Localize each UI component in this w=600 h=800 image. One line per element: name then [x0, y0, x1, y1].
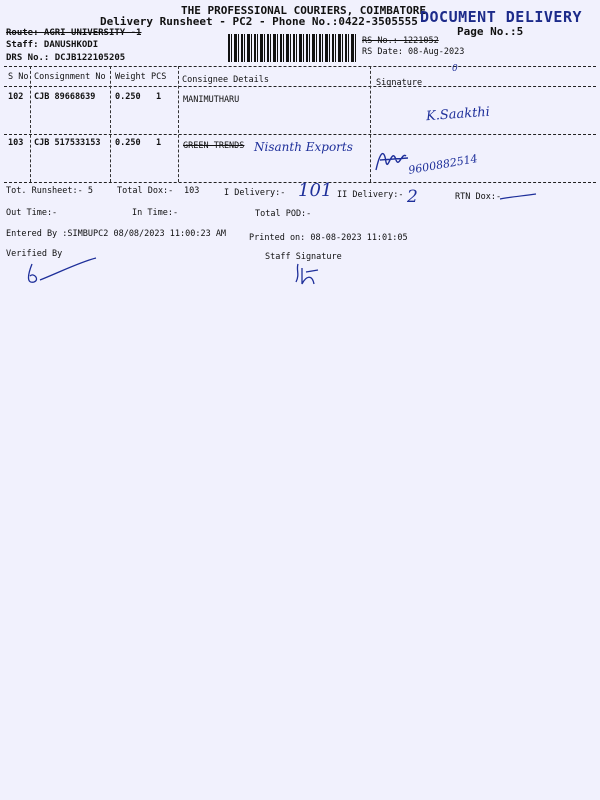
total-pod-label: Total POD:- — [255, 209, 312, 219]
col-header-consignee: Consignee Details — [182, 75, 269, 85]
in-time-label: In Time:- — [132, 208, 179, 218]
col-divider — [110, 66, 111, 182]
handwritten-signature: K.Saakthi — [425, 104, 491, 125]
staff-signature — [292, 260, 326, 288]
handwritten-phone: 9600882514 — [407, 152, 479, 177]
col-header-pcs: PCS — [151, 72, 167, 82]
table-top-rule — [4, 66, 596, 67]
col-divider — [178, 66, 179, 182]
row-consignment: CJB 89668639 — [34, 92, 96, 102]
col-divider — [370, 66, 371, 182]
entered-by: Entered By :SIMBUPC2 08/08/2023 11:00:23 AM — [6, 229, 227, 239]
row-consignment: CJB 517533153 — [34, 138, 101, 148]
tot-runsheet: Tot. Runsheet:- 5 — [6, 186, 93, 196]
runsheet-title: Delivery Runsheet - PC2 - Phone No.:0422-3505555 — [100, 15, 418, 28]
handwritten-consignee: Nisanth Exports — [254, 140, 353, 154]
row-consignee: MANIMUTHARU — [183, 95, 240, 105]
verifier-signature — [20, 254, 100, 290]
barcode — [228, 34, 358, 62]
col-header-weight: Weight — [115, 72, 146, 82]
company-title: THE PROFESSIONAL COURIERS, COIMBATORE — [181, 4, 427, 17]
rs-number: RS No.: 1221052 — [362, 36, 439, 46]
table-header-rule — [4, 86, 596, 87]
row-weight: 0.250 — [115, 138, 141, 148]
row-weight: 0.250 — [115, 92, 141, 102]
col-divider — [30, 66, 31, 182]
page-number: Page No.:5 — [457, 25, 524, 38]
out-time-label: Out Time:- — [6, 208, 58, 218]
ii-delivery-label: II Delivery:- — [337, 190, 404, 200]
rs-date: RS Date: 08-Aug-2023 — [362, 47, 465, 57]
col-header-signature: Signature — [376, 78, 423, 88]
row-pcs: 1 — [156, 92, 162, 102]
staff-label: Staff: DANUSHKODI — [6, 40, 99, 50]
drs-number: DRS No.: DCJB122105205 — [6, 53, 126, 63]
ii-delivery-value: 2 — [407, 187, 418, 207]
signature-scribble — [372, 142, 414, 176]
total-dox-label: Total Dox:- — [117, 186, 174, 196]
verified-by-label: Verified By — [6, 249, 63, 259]
row-pcs: 1 — [156, 138, 162, 148]
document-delivery-stamp: DOCUMENT DELIVERY — [420, 8, 583, 26]
rtn-dox-dash — [498, 192, 538, 202]
i-delivery-label: I Delivery:- — [224, 188, 286, 198]
row-consignee: GREEN TRENDS — [183, 141, 245, 151]
i-delivery-value: 101 — [298, 180, 333, 201]
col-header-sno: S No — [8, 72, 29, 82]
printed-on: Printed on: 08-08-2023 11:01:05 — [249, 233, 408, 243]
pen-mark: 0 — [452, 64, 458, 74]
rtn-dox-label: RTN Dox:- — [455, 192, 502, 202]
col-header-consignment: Consignment No — [34, 72, 106, 82]
total-dox-value: 103 — [184, 186, 200, 196]
route-label: Route: AGRI UNIVERSITY -1 — [6, 28, 142, 38]
row-sno: 102 — [8, 92, 24, 102]
staff-signature-label: Staff Signature — [265, 252, 342, 262]
row-sno: 103 — [8, 138, 24, 148]
row-divider — [4, 134, 596, 135]
